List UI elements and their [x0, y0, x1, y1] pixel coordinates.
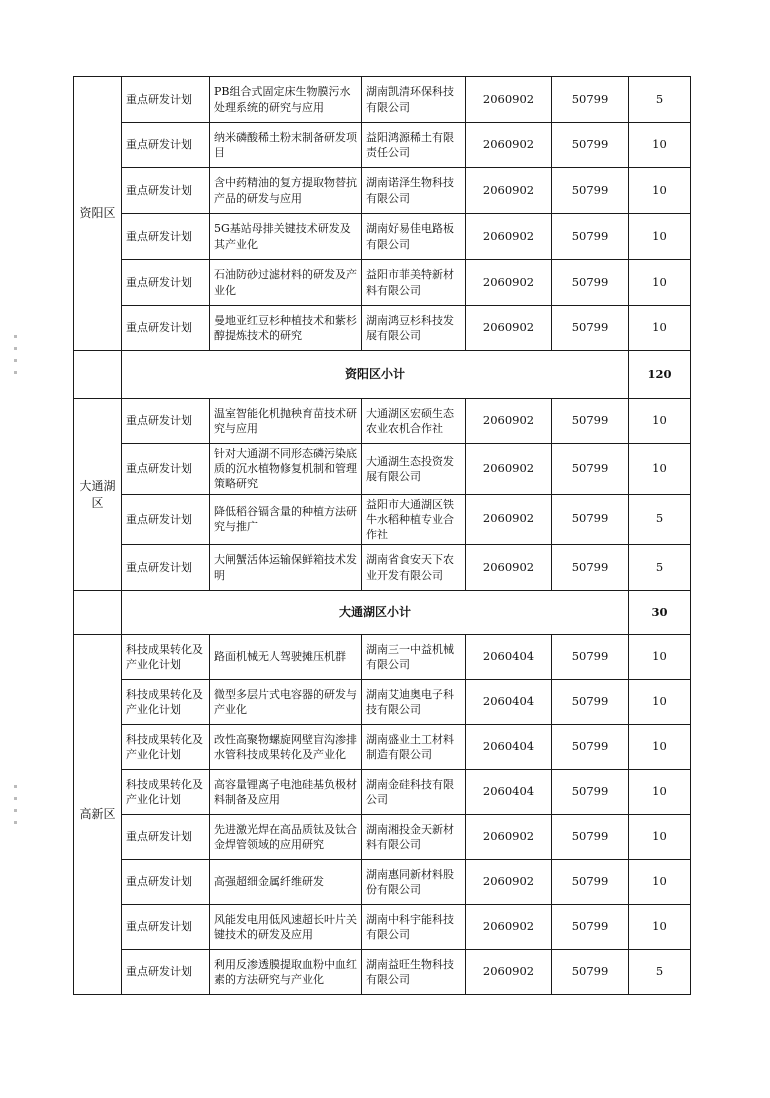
plan-cell: 重点研发计划	[122, 494, 210, 545]
plan-cell: 重点研发计划	[122, 306, 210, 351]
table-row	[74, 399, 691, 444]
plan-cell: 重点研发计划	[122, 168, 210, 214]
plan-cell: 重点研发计划	[122, 545, 210, 591]
amount-cell: 10	[629, 444, 691, 495]
region-cell: 资阳区	[74, 77, 122, 351]
project-cell: PB组合式固定床生物膜污水处理系统的研究与应用	[210, 77, 362, 123]
project-cell: 降低稻谷镉含量的种植方法研究与推广	[210, 494, 362, 545]
project-cell: 微型多层片式电容器的研发与产业化	[210, 680, 362, 725]
amount-cell: 10	[629, 214, 691, 260]
amount-cell: 5	[629, 494, 691, 545]
code1-cell: 2060404	[466, 680, 552, 725]
org-cell: 湖南诺泽生物科技有限公司	[362, 168, 466, 214]
code2-cell: 50799	[552, 168, 629, 214]
table-row	[74, 444, 691, 495]
code2-cell: 50799	[552, 545, 629, 591]
code1-cell: 2060902	[466, 77, 552, 123]
code1-cell: 2060902	[466, 815, 552, 860]
amount-cell: 10	[629, 860, 691, 905]
plan-cell: 重点研发计划	[122, 214, 210, 260]
amount-cell: 5	[629, 545, 691, 591]
code2-cell: 50799	[552, 260, 629, 306]
project-cell: 5G基站母排关键技术研发及其产业化	[210, 214, 362, 260]
amount-cell: 10	[629, 770, 691, 815]
code1-cell: 2060902	[466, 214, 552, 260]
subtotal-row	[74, 351, 691, 399]
project-cell: 改性高聚物螺旋网壁盲沟渗排水管科技成果转化及产业化	[210, 725, 362, 770]
code2-cell: 50799	[552, 123, 629, 168]
code2-cell: 50799	[552, 770, 629, 815]
code2-cell: 50799	[552, 399, 629, 444]
code2-cell: 50799	[552, 494, 629, 545]
org-cell: 益阳市大通湖区铁牛水稻种植专业合作社	[362, 494, 466, 545]
subtotal-label: 大通湖区小计	[122, 591, 629, 635]
project-cell: 纳米磷酸稀土粉末制备研发项目	[210, 123, 362, 168]
plan-cell: 科技成果转化及产业化计划	[122, 635, 210, 680]
code2-cell: 50799	[552, 214, 629, 260]
amount-cell: 10	[629, 399, 691, 444]
code1-cell: 2060902	[466, 399, 552, 444]
table-row	[74, 494, 691, 545]
code2-cell: 50799	[552, 905, 629, 950]
project-cell: 路面机械无人驾驶摊压机群	[210, 635, 362, 680]
code1-cell: 2060404	[466, 725, 552, 770]
org-cell: 益阳市菲美特新材料有限公司	[362, 260, 466, 306]
code2-cell: 50799	[552, 77, 629, 123]
code2-cell: 50799	[552, 725, 629, 770]
subtotal-value: 30	[629, 591, 691, 635]
plan-cell: 重点研发计划	[122, 905, 210, 950]
amount-cell: 10	[629, 123, 691, 168]
amount-cell: 10	[629, 635, 691, 680]
project-cell: 曼地亚红豆杉种植技术和紫杉醇提炼技术的研究	[210, 306, 362, 351]
code1-cell: 2060404	[466, 770, 552, 815]
code1-cell: 2060404	[466, 635, 552, 680]
table-row	[74, 860, 691, 905]
table-row	[74, 905, 691, 950]
code2-cell: 50799	[552, 635, 629, 680]
org-cell: 湖南金硅科技有限公司	[362, 770, 466, 815]
subtotal-spacer	[74, 591, 122, 635]
code1-cell: 2060902	[466, 860, 552, 905]
org-cell: 湖南益旺生物科技有限公司	[362, 950, 466, 995]
subtotal-spacer	[74, 351, 122, 399]
plan-cell: 重点研发计划	[122, 123, 210, 168]
region-cell: 高新区	[74, 635, 122, 995]
scan-mark	[14, 785, 18, 833]
org-cell: 湖南凯清环保科技有限公司	[362, 77, 466, 123]
plan-cell: 重点研发计划	[122, 444, 210, 495]
table-row	[74, 214, 691, 260]
plan-cell: 重点研发计划	[122, 860, 210, 905]
table-row	[74, 950, 691, 995]
table-row	[74, 815, 691, 860]
code1-cell: 2060902	[466, 494, 552, 545]
org-cell: 大通湖生态投资发展有限公司	[362, 444, 466, 495]
amount-cell: 10	[629, 168, 691, 214]
amount-cell: 5	[629, 77, 691, 123]
org-cell: 湖南湘投金天新材料有限公司	[362, 815, 466, 860]
code1-cell: 2060902	[466, 260, 552, 306]
plan-cell: 重点研发计划	[122, 77, 210, 123]
amount-cell: 10	[629, 905, 691, 950]
code2-cell: 50799	[552, 680, 629, 725]
plan-cell: 科技成果转化及产业化计划	[122, 770, 210, 815]
funding-table	[73, 76, 691, 995]
amount-cell: 10	[629, 680, 691, 725]
org-cell: 大通湖区宏硕生态农业农机合作社	[362, 399, 466, 444]
plan-cell: 重点研发计划	[122, 950, 210, 995]
plan-cell: 重点研发计划	[122, 260, 210, 306]
org-cell: 湖南艾迪奥电子科技有限公司	[362, 680, 466, 725]
code2-cell: 50799	[552, 860, 629, 905]
project-cell: 石油防砂过滤材料的研发及产业化	[210, 260, 362, 306]
project-cell: 温室智能化机抛秧育苗技术研究与应用	[210, 399, 362, 444]
code1-cell: 2060902	[466, 306, 552, 351]
table-row	[74, 306, 691, 351]
project-cell: 利用反渗透膜提取血粉中血红素的方法研究与产业化	[210, 950, 362, 995]
amount-cell: 10	[629, 815, 691, 860]
project-cell: 高强超细金属纤维研发	[210, 860, 362, 905]
table-row	[74, 168, 691, 214]
org-cell: 湖南省食安天下农业开发有限公司	[362, 545, 466, 591]
amount-cell: 10	[629, 725, 691, 770]
org-cell: 湖南好易佳电路板有限公司	[362, 214, 466, 260]
org-cell: 湖南中科宇能科技有限公司	[362, 905, 466, 950]
org-cell: 湖南鸿豆杉科技发展有限公司	[362, 306, 466, 351]
table-row	[74, 545, 691, 591]
project-cell: 高容量锂离子电池硅基负极材料制备及应用	[210, 770, 362, 815]
code1-cell: 2060902	[466, 950, 552, 995]
code2-cell: 50799	[552, 950, 629, 995]
scan-mark	[14, 335, 18, 383]
project-cell: 针对大通湖不同形态磷污染底质的沉水植物修复机制和管理策略研究	[210, 444, 362, 495]
plan-cell: 重点研发计划	[122, 815, 210, 860]
table-row	[74, 123, 691, 168]
subtotal-row	[74, 591, 691, 635]
subtotal-value: 120	[629, 351, 691, 399]
project-cell: 风能发电用低风速超长叶片关键技术的研发及应用	[210, 905, 362, 950]
code2-cell: 50799	[552, 815, 629, 860]
org-cell: 湖南惠同新材料股份有限公司	[362, 860, 466, 905]
plan-cell: 科技成果转化及产业化计划	[122, 725, 210, 770]
code1-cell: 2060902	[466, 444, 552, 495]
table-row	[74, 635, 691, 680]
amount-cell: 5	[629, 950, 691, 995]
plan-cell: 科技成果转化及产业化计划	[122, 680, 210, 725]
region-cell: 大通湖区	[74, 399, 122, 591]
code1-cell: 2060902	[466, 545, 552, 591]
table-row	[74, 680, 691, 725]
code1-cell: 2060902	[466, 168, 552, 214]
table-row	[74, 77, 691, 123]
amount-cell: 10	[629, 260, 691, 306]
table-row	[74, 260, 691, 306]
project-cell: 先进激光焊在高品质钛及钛合金焊管领域的应用研究	[210, 815, 362, 860]
code1-cell: 2060902	[466, 123, 552, 168]
table-row	[74, 725, 691, 770]
project-cell: 大闸蟹活体运输保鲜箱技术发明	[210, 545, 362, 591]
amount-cell: 10	[629, 306, 691, 351]
subtotal-label: 资阳区小计	[122, 351, 629, 399]
org-cell: 湖南三一中益机械有限公司	[362, 635, 466, 680]
project-cell: 含中药精油的复方提取物替抗产品的研发与应用	[210, 168, 362, 214]
code2-cell: 50799	[552, 444, 629, 495]
code2-cell: 50799	[552, 306, 629, 351]
code1-cell: 2060902	[466, 905, 552, 950]
table-row	[74, 770, 691, 815]
org-cell: 益阳鸿源稀土有限责任公司	[362, 123, 466, 168]
plan-cell: 重点研发计划	[122, 399, 210, 444]
org-cell: 湖南盛业土工材料制造有限公司	[362, 725, 466, 770]
